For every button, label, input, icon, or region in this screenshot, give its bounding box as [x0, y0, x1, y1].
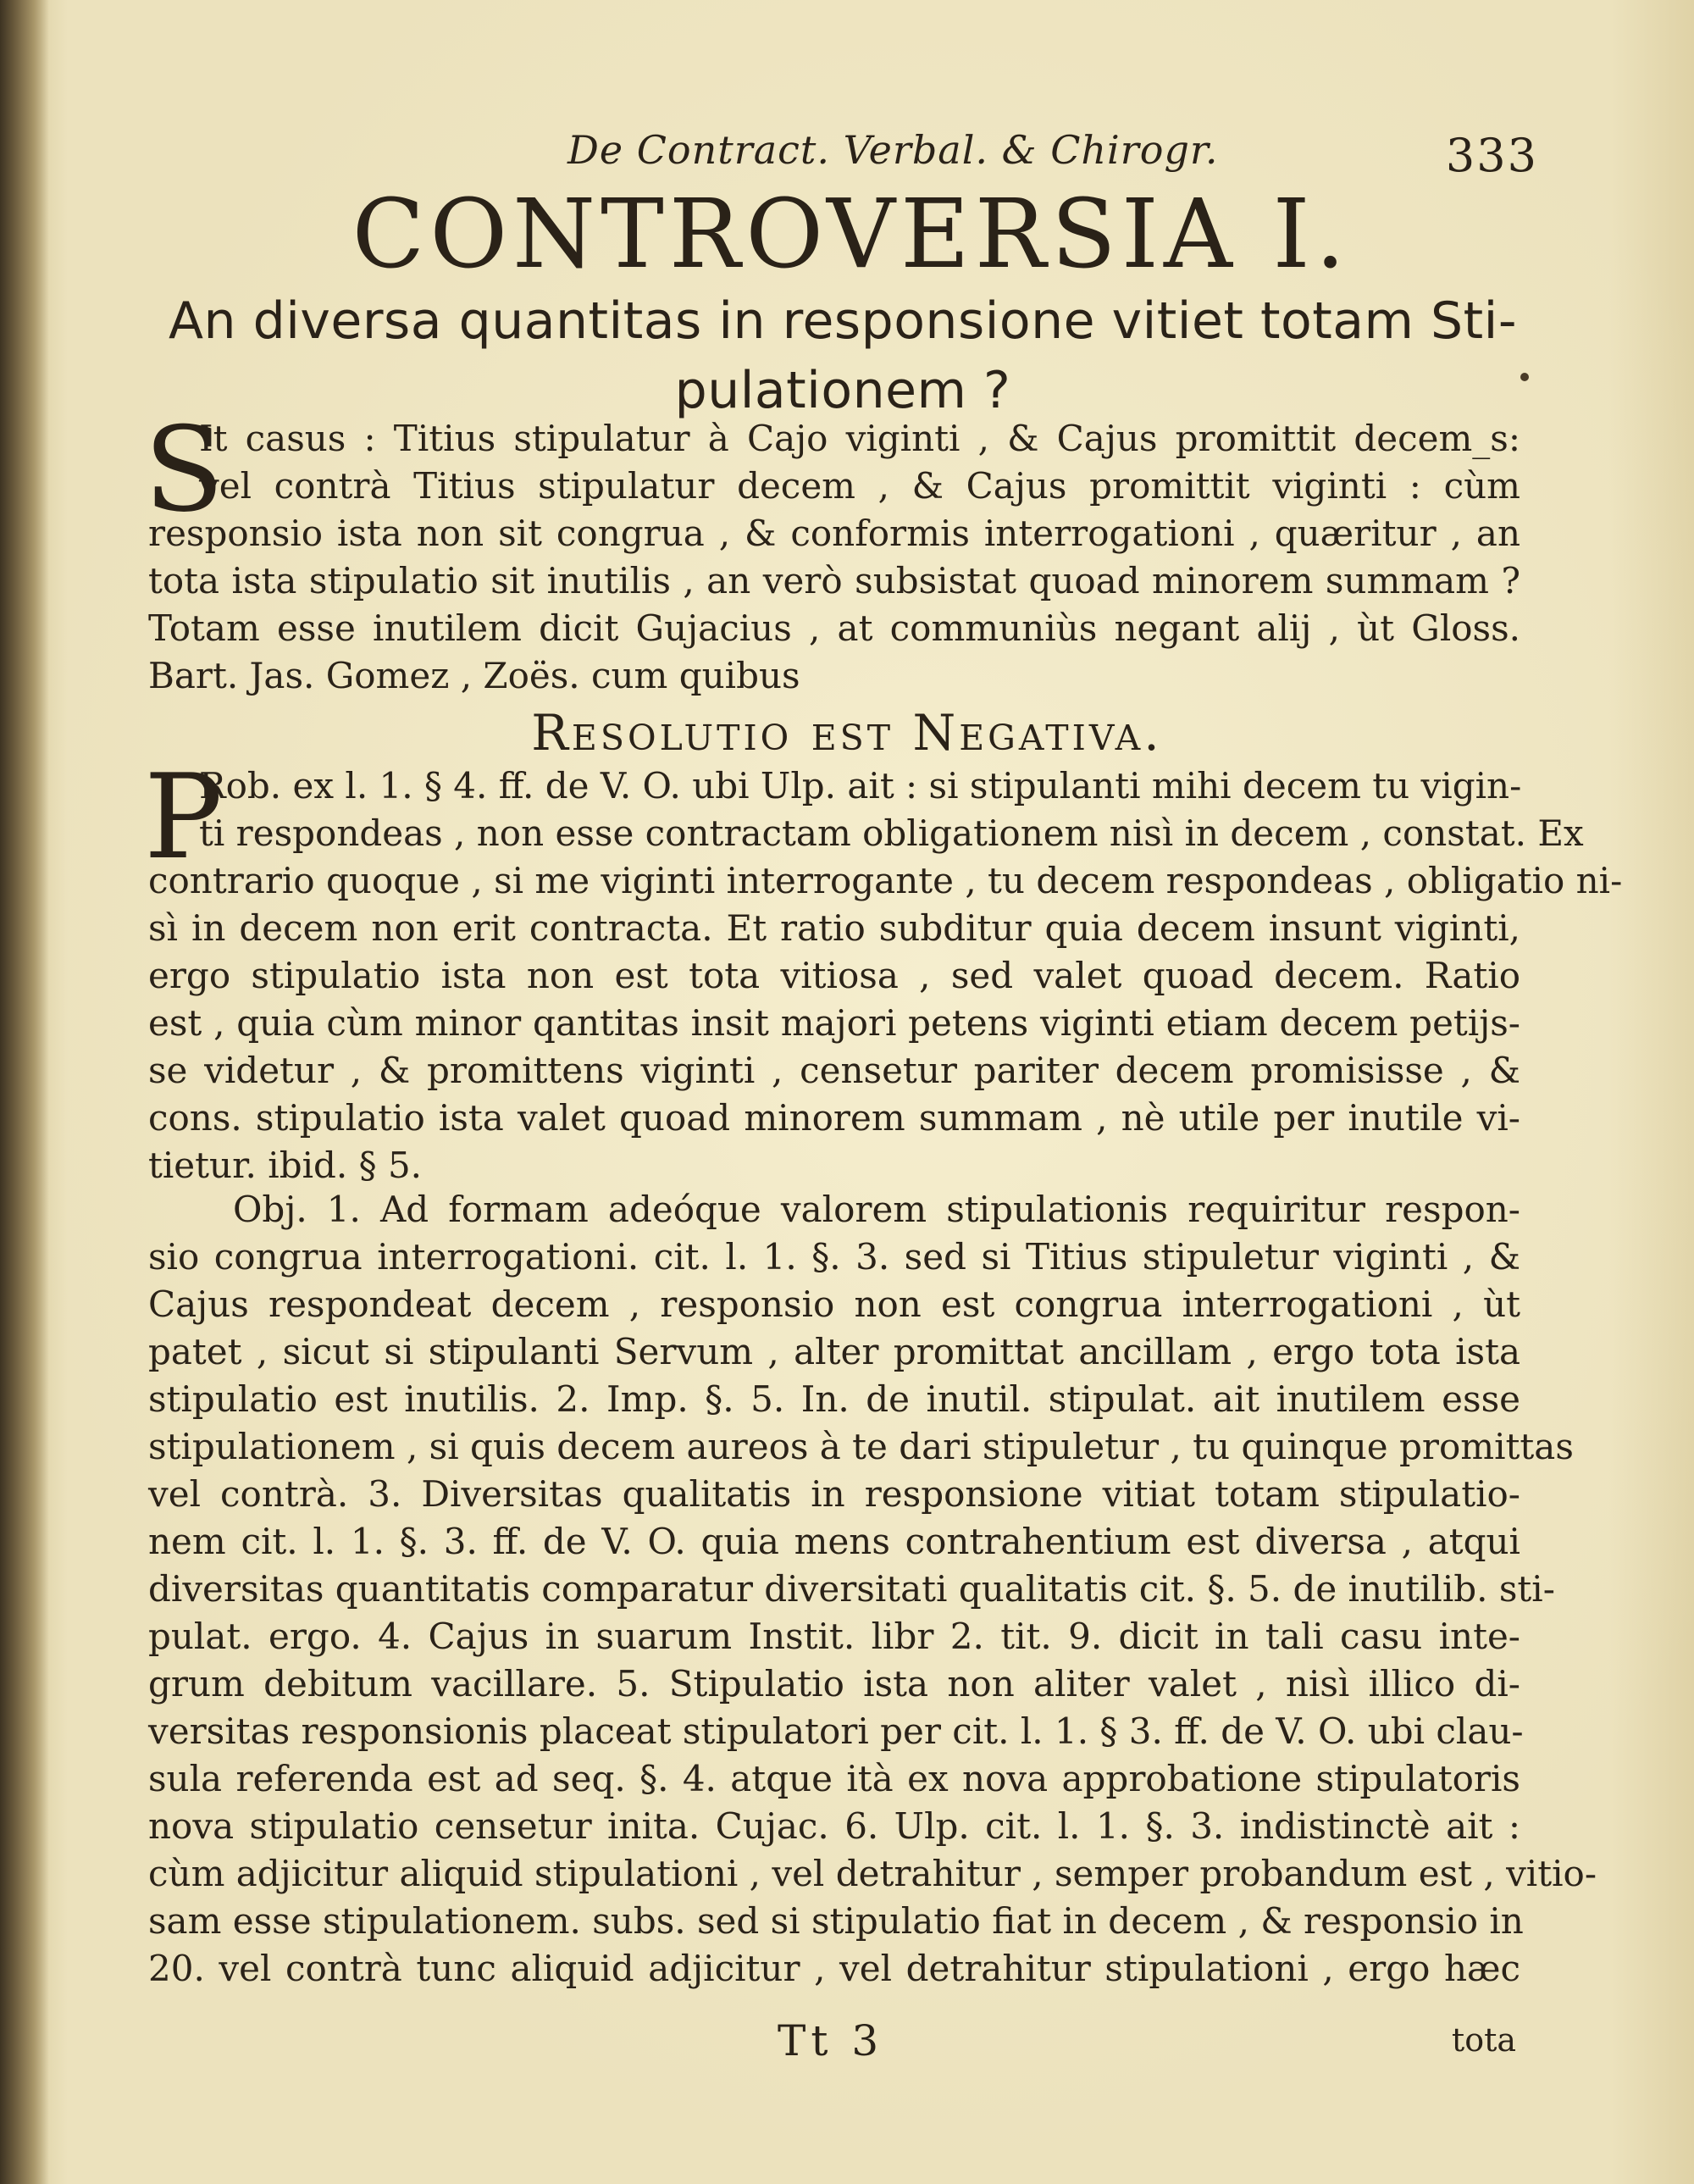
text-line: diversitas quantitatis comparatur diversitati qualitatis cit. §. 5. de inutilib. sti-	[148, 1568, 1555, 1610]
text-line: 20. vel contrà tunc aliquid adjicitur , vel detrahitur stipulationi , ergo hæc	[148, 1948, 1520, 1989]
text-line: est , quia cùm minor qantitas insit majori petens viginti etiam decem petijs-	[148, 1002, 1520, 1044]
paragraph-casus	[148, 415, 1520, 700]
text-line: sì in decem non erit contracta. Et ratio subditur quia decem insunt viginti,	[148, 907, 1520, 949]
text-line: tietur. ibid. § 5.	[148, 1145, 423, 1186]
drop-cap: P	[144, 749, 223, 885]
catchword: tota	[1451, 2021, 1516, 2059]
question-line: pulationem ?	[674, 361, 1011, 420]
text-line: tota ista stipulatio sit inutilis , an verò subsistat quoad minorem summam ?	[148, 560, 1520, 601]
text-line: sam esse stipulationem. subs. sed si stipulatio fiat in decem , & responsio in	[148, 1900, 1524, 1942]
paragraph-objections	[148, 1186, 1597, 1993]
text-line: sula referenda est ad seq. §. 4. atque ità ex nova approbatione stipulatoris	[148, 1758, 1520, 1799]
text-line: pulat. ergo. 4. Cajus in suarum Instit. libr 2. tit. 9. dicit in tali casu inte-	[148, 1616, 1520, 1657]
page-number: 333	[1445, 129, 1538, 182]
text-line: Obj. 1. Ad formam adeóque valorem stipulationis requiritur respon-	[233, 1189, 1520, 1230]
text-line: Cajus respondeat decem , responsio non est congrua interrogationi , ùt	[148, 1283, 1520, 1325]
text-line: responsio ista non sit congrua , & conformis interrogationi , quæritur , an	[148, 513, 1520, 554]
question-heading	[152, 286, 1533, 425]
text-line: stipulationem , si quis decem aureos à te dari stipuletur , tu quinque promittas	[148, 1426, 1574, 1467]
text-line: vel contrà. 3. Diversitas qualitatis in responsione vitiat totam stipulatio-	[148, 1473, 1520, 1515]
text-line: versitas responsionis placeat stipulatori per cit. l. 1. § 3. ff. de V. O. ubi clau-	[148, 1710, 1524, 1752]
text-line: It casus : Titius stipulatur à Cajo viginti , & Cajus promittit decem_s:	[199, 418, 1520, 459]
question-line: An diversa quantitas in responsione vitiet totam Sti-	[169, 291, 1517, 351]
running-head: De Contract. Verbal. & Chirogr.	[567, 127, 1219, 173]
drop-cap: S	[144, 402, 224, 538]
text-line: ti respondeas , non esse contractam obligationem nisì in decem , constat. Ex	[199, 812, 1584, 854]
resolution-heading: Resolutio est Negativa.	[531, 704, 1163, 762]
text-line: nova stipulatio censetur inita. Cujac. 6. Ulp. cit. l. 1. §. 3. indistinctè ait :	[148, 1805, 1520, 1847]
text-line: cùm adjicitur aliquid stipulationi , vel detrahitur , semper probandum est , vitio-	[148, 1853, 1597, 1894]
text-line: nem cit. l. 1. §. 3. ff. de V. O. quia mens contrahentium est diversa , atqui	[148, 1521, 1520, 1562]
page-gutter-shadow	[0, 0, 49, 2184]
text-line: Totam esse inutilem dicit Gujacius , at communiùs negant alij , ùt Gloss.	[148, 607, 1520, 649]
text-line: se videtur , & promittens viginti , censetur pariter decem promisisse , &	[148, 1050, 1520, 1091]
text-line: contrario quoque , si me viginti interrogante , tu decem respondeas , obligatio ni-	[148, 860, 1623, 901]
text-line: vel contrà Titius stipulatur decem , & Cajus promittit viginti : cùm	[199, 465, 1520, 507]
text-line: patet , sicut si stipulanti Servum , alter promittat ancillam , ergo tota ista	[148, 1331, 1520, 1372]
page-title: CONTROVERSIA I.	[352, 180, 1351, 290]
signature-mark: Tt 3	[778, 2016, 884, 2065]
text-line: Bart. Jas. Gomez , Zoës. cum quibus	[148, 655, 800, 696]
text-line: cons. stipulatio ista valet quoad minorem summam , nè utile per inutile vi-	[148, 1097, 1520, 1139]
text-line: grum debitum vacillare. 5. Stipulatio ista non aliter valet , nisì illico di-	[148, 1663, 1520, 1705]
text-line: ergo stipulatio ista non est tota vitiosa , sed valet quoad decem. Ratio	[148, 955, 1520, 996]
text-line: stipulatio est inutilis. 2. Imp. §. 5. In. de inutil. stipulat. ait inutilem esse	[148, 1378, 1520, 1420]
text-line: Rob. ex l. 1. § 4. ff. de V. O. ubi Ulp. ait : si stipulanti mihi decem tu vigin-	[199, 765, 1522, 807]
paragraph-resolution	[148, 762, 1623, 1189]
text-line: sio congrua interrogationi. cit. l. 1. §. 3. sed si Titius stipuletur viginti , &	[148, 1236, 1520, 1278]
